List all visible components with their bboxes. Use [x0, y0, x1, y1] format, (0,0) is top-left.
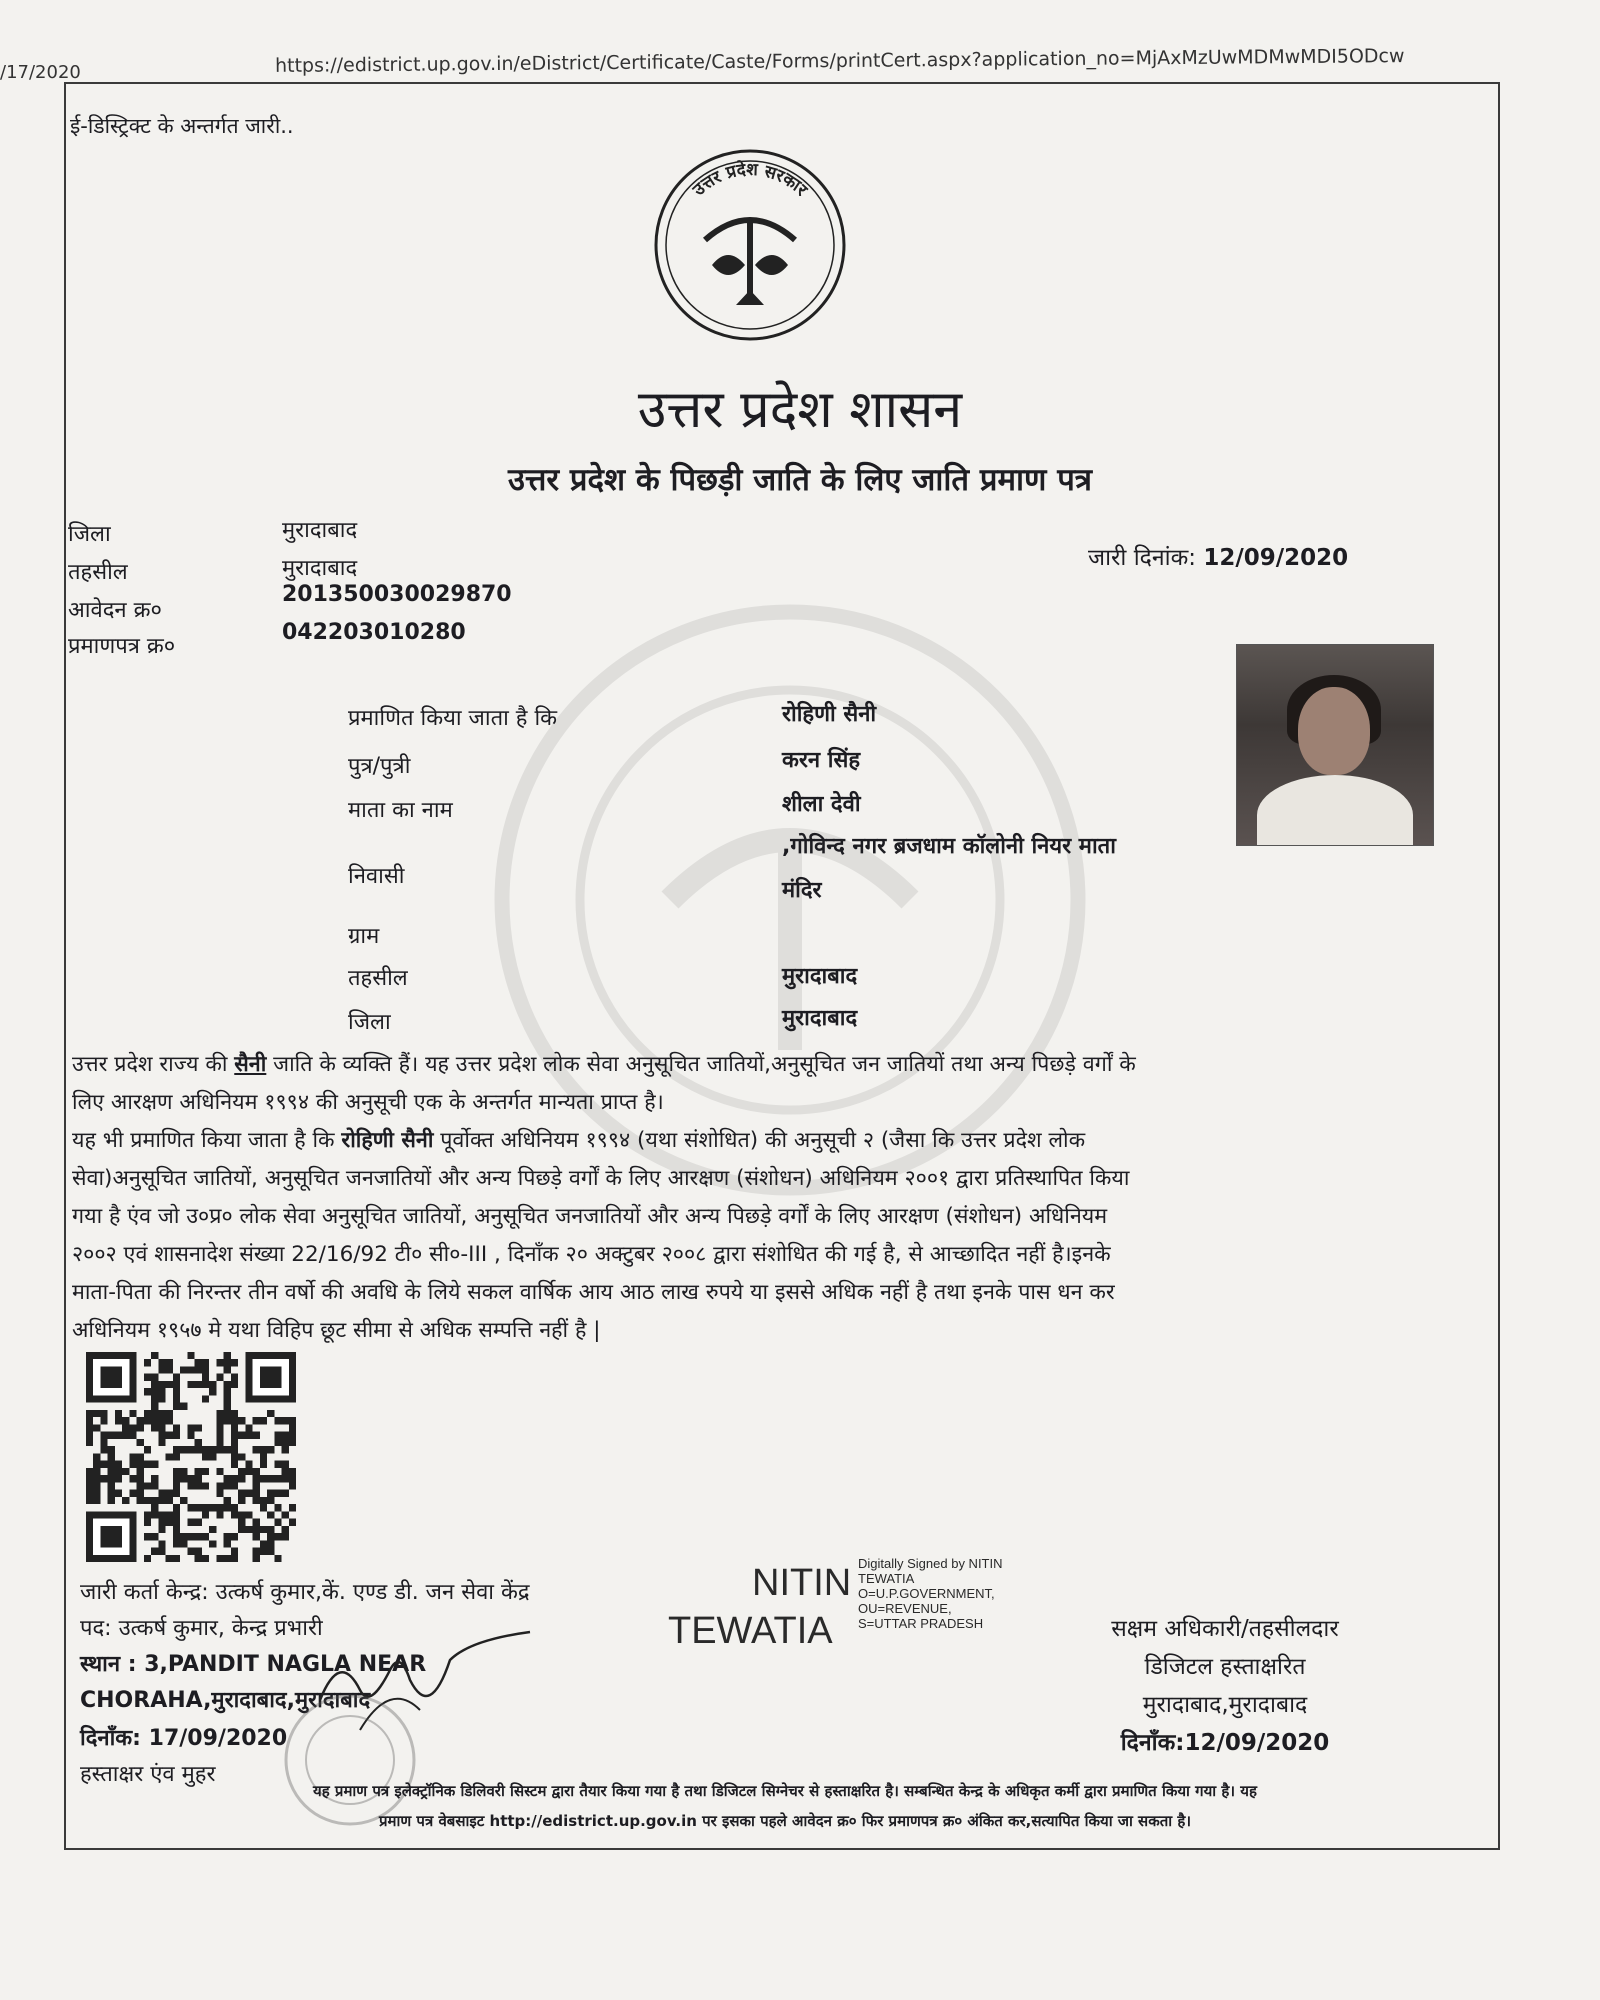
signer-name-line1: NITIN [752, 1562, 852, 1604]
issuer-place-line2: CHORAHA,मुरादाबाद,मुरादाबाद [80, 1688, 371, 1713]
application-label: आवेदन क्र० [68, 598, 162, 623]
body-line: अधिनियम १९५७ मे यथा विहिप छूट सीमा से अधिक सम्पत्ति नहीं है | [72, 1318, 601, 1343]
village-label: ग्राम [348, 924, 380, 949]
issue-date-label: जारी दिनांक: [1088, 545, 1197, 571]
officer-date: दिनाँक:12/09/2020 [1120, 1730, 1330, 1756]
body-line: माता-पिता की निरन्तर तीन वर्षो की अवधि के लिये सकल वार्षिक आय आठ लाख रुपये या इससे अधिक नहीं है तथा इनके पास धन कर [72, 1280, 1115, 1305]
signer-name-line2: TEWATIA [668, 1610, 833, 1652]
issue-date [1088, 540, 1348, 572]
certificate-body [72, 1046, 1432, 1350]
body-line: लिए आरक्षण अधिनियम १९९४ की अनुसूची एक के अन्तर्गत मान्यता प्राप्त है। [72, 1090, 664, 1115]
qr-code [86, 1352, 296, 1562]
officer-title: सक्षम अधिकारी/तहसीलदार [1111, 1616, 1339, 1642]
application-number: 201350030029870 [282, 582, 512, 607]
officer-digital-signed: डिजिटल हस्ताक्षरित [1144, 1654, 1306, 1680]
certificate-title: उत्तर प्रदेश के पिछड़ी जाति के लिए जाति प्रमाण पत्र [508, 462, 1092, 498]
svg-text:उत्तर प्रदेश सरकार [688, 159, 811, 201]
district-value: मुरादाबाद [282, 518, 358, 543]
tehsil-label: तहसील [68, 560, 128, 585]
resident-value-line1: ,गोविन्द नगर ब्रजधाम कॉलोनी नियर माता [782, 834, 1116, 859]
certified-label: प्रमाणित किया जाता है कि [348, 706, 558, 731]
resident-value-line2: मंदिर [782, 878, 822, 903]
officer-location: मुरादाबाद,मुरादाबाद [1142, 1692, 1308, 1718]
detail-tehsil-value: मुरादाबाद [782, 964, 858, 989]
body-line: उत्तर प्रदेश राज्य की सैनी जाति के व्यक्ति हैं। यह उत्तर प्रदेश लोक सेवा अनुसूचित जातियों,अनुसूचित जन जातियों तथा अन्य पिछड़े वर्गों के [72, 1052, 1136, 1077]
signature-details: Digitally Signed by NITIN TEWATIA O=U.P.GOVERNMENT, OU=REVENUE, S=UTTAR PRADESH [858, 1556, 1003, 1631]
emblem-text: उत्तर प्रदेश सरकार [689, 159, 812, 201]
certificate-number: 042203010280 [282, 620, 466, 645]
issuing-center: जारी कर्ता केन्द्र: उत्कर्ष कुमार,कें. एण्ड डी. जन सेवा केंद्र [80, 1580, 530, 1605]
child-of-label: पुत्र/पुत्री [348, 754, 411, 779]
district-label: जिला [68, 522, 111, 547]
issued-under-text: ई-डिस्ट्रिक्ट के अन्तर्गत जारी.. [70, 114, 294, 138]
issuer-date: दिनाँक: 17/09/2020 [80, 1726, 288, 1751]
body-line: २००२ एवं शासनादेश संख्या 22/16/92 टी० सी०-III , दिनाँक २० अक्टुबर २००८ द्वारा संशोधित की गई है, से आच्छादित नहीं है।इनके [72, 1242, 1111, 1267]
footer-line2: प्रमाण पत्र वेबसाइट http://edistrict.up.gov.in पर इसका पहले आवेदन क्र० फिर प्रमाणपत्र क्र० अंकित कर,सत्यापित किया जा सकता है। [378, 1812, 1192, 1830]
certificate-number-label: प्रमाणपत्र क्र० [68, 634, 176, 659]
issuer-place-line1: स्थान : 3,PANDIT NAGLA NEAR [80, 1652, 427, 1677]
mother-label: माता का नाम [348, 798, 453, 823]
print-date: /17/2020 [0, 62, 81, 83]
officer-block [1060, 1610, 1390, 1762]
tehsil-value: मुरादाबाद [282, 556, 358, 581]
applicant-name: रोहिणी सैनी [782, 702, 877, 727]
father-name: करन सिंह [782, 748, 861, 773]
signature-seal-label: हस्ताक्षर एंव मुहर [80, 1762, 216, 1787]
print-url: https://edistrict.up.gov.in/eDistrict/Certificate/Caste/Forms/printCert.aspx?application_no=MjAxMzUwMDMwMDI5ODcw [274, 45, 1405, 77]
digital-signature [668, 1552, 1058, 1662]
government-title: उत्तर प्रदेश शासन [637, 380, 963, 440]
detail-district-value: मुरादाबाद [782, 1006, 858, 1031]
body-applicant-name: रोहिणी सैनी [341, 1128, 434, 1153]
body-line: सेवा)अनुसूचित जातियों, अनुसूचित जनजातियों और अन्य पिछड़े वर्गों के लिए आरक्षण (संशोधन) अधिनियम २००१ द्वारा प्रतिस्थापित किया [72, 1166, 1130, 1191]
detail-tehsil-label: तहसील [348, 966, 408, 991]
body-line: यह भी प्रमाणित किया जाता है कि रोहिणी सैनी पूर्वोक्त अधिनियम १९९४ (यथा संशोधित) की अनुसूची २ (जैसा कि उत्तर प्रदेश लोक [72, 1128, 1086, 1153]
issuer-post: पद: उत्कर्ष कुमार, केन्द्र प्रभारी [80, 1616, 323, 1641]
applicant-photo [1236, 644, 1434, 846]
caste-name: सैनी [234, 1052, 267, 1077]
detail-district-label: जिला [348, 1010, 391, 1035]
resident-label: निवासी [348, 864, 405, 889]
up-government-emblem [650, 145, 850, 345]
footer-line1: यह प्रमाण पत्र इलेक्ट्रॉनिक डिलिवरी सिस्टम द्वारा तैयार किया गया है तथा डिजिटल सिग्नेचर से हस्ताक्षरित है। सम्बन्धित केन्द्र के अधिकृत कर्मी द्वारा प्रमाणित किया गया है। यह [313, 1782, 1257, 1800]
footer-note [80, 1776, 1490, 1836]
issue-date-value: 12/09/2020 [1203, 545, 1349, 571]
mother-name: शीला देवी [782, 792, 861, 817]
body-line: गया है एंव जो उ०प्र० लोक सेवा अनुसूचित जातियों, अनुसूचित जनजातियों और अन्य पिछड़े वर्गों के लिए आरक्षण (संशोधन) अधिनियम [72, 1204, 1108, 1229]
